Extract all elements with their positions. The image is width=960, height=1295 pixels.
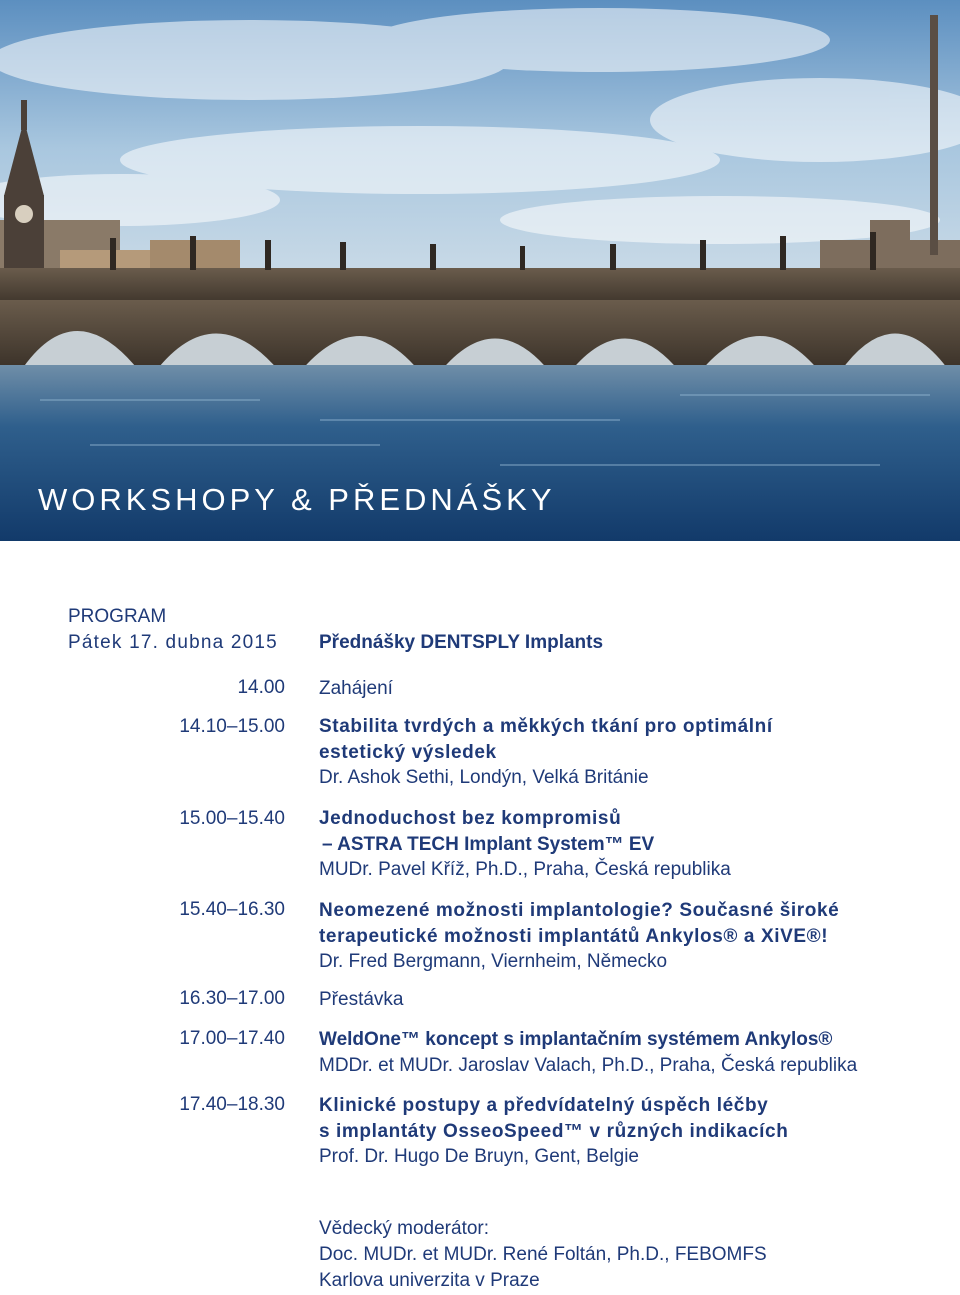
schedule-time: 17.40–18.30 — [179, 1094, 285, 1115]
schedule-time: 14.10–15.00 — [179, 716, 285, 737]
moderator-name: Doc. MUDr. et MUDr. René Foltán, Ph.D., FEBOMFS — [319, 1244, 767, 1265]
schedule-time: 15.00–15.40 — [179, 808, 285, 829]
schedule-time: 14.00 — [237, 677, 285, 698]
charles-bridge-illustration — [0, 0, 960, 541]
section-title: Přednášky DENTSPLY Implants — [319, 632, 604, 653]
schedule-item — [319, 806, 939, 883]
schedule-item — [319, 676, 939, 702]
lecture-title-line: – ASTRA TECH Implant System™ EV — [322, 833, 655, 855]
schedule-item — [319, 898, 939, 975]
hero-photo — [0, 0, 960, 541]
hero-title: WORKSHOPY & PŘEDNÁŠKY — [38, 482, 556, 517]
schedule-time: 17.00–17.40 — [179, 1028, 285, 1049]
schedule-item — [319, 1093, 939, 1170]
schedule-time: 15.40–16.30 — [179, 899, 285, 920]
lecturer-line: Dr. Fred Bergmann, Viernheim, Německo — [319, 951, 668, 972]
item-line: Zahájení — [319, 678, 393, 699]
program-header — [68, 604, 278, 656]
lecture-title-line: Neomezené možnosti implantologie? Současné široké — [319, 900, 840, 921]
item-line: Přestávka — [319, 989, 404, 1010]
lecturer-line: Prof. Dr. Hugo De Bruyn, Gent, Belgie — [319, 1146, 639, 1167]
moderator-block — [319, 1216, 767, 1294]
lecture-title-line: estetický výsledek — [319, 741, 497, 763]
schedule-item — [319, 987, 939, 1013]
schedule-item — [319, 1027, 939, 1078]
lecture-title-line: Stabilita tvrdých a měkkých tkání pro optimální — [319, 716, 773, 737]
lecture-title-line: Klinické postupy a předvídatelný úspěch léčby — [319, 1095, 769, 1116]
moderator-label: Vědecký moderátor: — [319, 1218, 490, 1239]
lecture-title-line: terapeutické možnosti implantátů Ankylos® a XiVE®! — [319, 925, 829, 947]
lecturer-line: Dr. Ashok Sethi, Londýn, Velká Británie — [319, 767, 649, 788]
lecturer-line: MUDr. Pavel Kříž, Ph.D., Praha, Česká republika — [319, 859, 731, 880]
program-date: Pátek 17. dubna 2015 — [68, 632, 278, 653]
schedule-item — [319, 714, 939, 791]
program-label: PROGRAM — [68, 606, 167, 627]
schedule-time: 16.30–17.00 — [179, 988, 285, 1009]
moderator-affiliation: Karlova univerzita v Praze — [319, 1270, 540, 1291]
lecture-title-line: WeldOne™ koncept s implantačním systémem Ankylos® — [319, 1029, 833, 1050]
lecture-title-line: Jednoduchost bez kompromisů — [319, 808, 622, 829]
lecturer-line: MDDr. et MUDr. Jaroslav Valach, Ph.D., Praha, Česká republika — [319, 1054, 858, 1076]
lecture-title-line: s implantáty OsseoSpeed™ v různých indikacích — [319, 1120, 789, 1142]
